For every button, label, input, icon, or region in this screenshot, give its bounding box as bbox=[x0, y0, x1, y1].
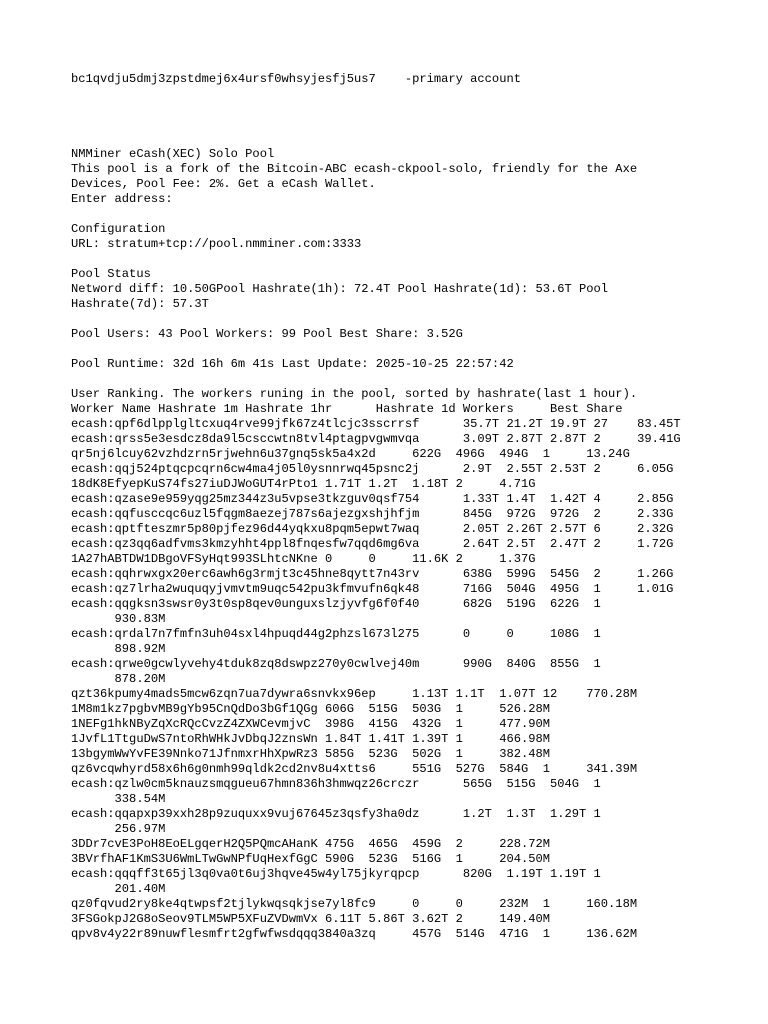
ranking-row: qr5nj6lcuy62vzhdzrn5rjwehn6u37gnq5sk5a4x2d 622G 496G 494G 1 13.24G bbox=[71, 447, 630, 461]
ranking-table bbox=[71, 417, 751, 942]
ranking-row: ecash:qzlw0cm5knauzsmqgueu67hmn836h3hmwqz26crczr 565G 515G 504G 1 338.54M bbox=[71, 777, 601, 806]
ranking-row: ecash:qrwe0gcwlyvehy4tduk8zq8dswpz270y0cwlvej40m 990G 840G 855G 1 878.20M bbox=[71, 657, 601, 686]
enter-address-label: Enter address: bbox=[71, 192, 173, 206]
ranking-row: ecash:qqfusccqc6uzl5fqgm8aezej787s6ajezgxshjhfjm 845G 972G 972G 2 2.33G bbox=[71, 507, 674, 521]
ranking-row: 3BVrfhAF1KmS3U6WmLTwGwNPfUqHexfGgC 590G 523G 516G 1 204.50M bbox=[71, 852, 550, 866]
ranking-row: ecash:qqj524ptqcpcqrn6cw4ma4j05l0ysnnrwq45psnc2j 2.9T 2.55T 2.53T 2 6.05G bbox=[71, 462, 674, 476]
ranking-row: ecash:qqgksn3swsr0y3t0sp8qev0unguxslzjyvfg6f0f40 682G 519G 622G 1 930.83M bbox=[71, 597, 601, 626]
ranking-row: ecash:qrss5e3esdcz8da9l5csccwtn8tvl4ptagpvgwmvqa 3.09T 2.87T 2.87T 2 39.41G bbox=[71, 432, 681, 446]
ranking-row: ecash:qzase9e959yqg25mz344z3u5vpse3tkzguv0qsf754 1.33T 1.4T 1.42T 4 2.85G bbox=[71, 492, 674, 506]
pool-users-line: Pool Users: 43 Pool Workers: 99 Pool Best Share: 3.52G bbox=[71, 327, 463, 341]
ranking-row: ecash:qptfteszmr5p80pjfez96d44yqkxu8pqm5epwt7waq 2.05T 2.26T 2.57T 6 2.32G bbox=[71, 522, 674, 536]
ranking-row: qz0fqvud2ry8ke4qtwpsf2tjlykwqsqkjse7yl8fc9 0 0 232M 1 160.18M bbox=[71, 897, 638, 911]
ranking-row: 1M8m1kz7pgbvMB9gYb95CnQdDo3bGf1QGg 606G 515G 503G 1 526.28M bbox=[71, 702, 550, 716]
document-page bbox=[71, 72, 751, 942]
ranking-row: qpv8v4y22r89nuwflesmfrt2gfwfwsdqqq3840a3zq 457G 514G 471G 1 136.62M bbox=[71, 927, 638, 941]
ranking-row: ecash:qz3qq6adfvms3kmzyhht4ppl8fnqesfw7qqd6mg6va 2.64T 2.5T 2.47T 2 1.72G bbox=[71, 537, 674, 551]
pool-description-line-2: Devices, Pool Fee: 2%. Get a eCash Wallet. bbox=[71, 177, 376, 191]
ranking-row: 1JvfL1TtguDwS7ntoRhWHkJvDbqJ2znsWn 1.84T 1.41T 1.39T 1 466.98M bbox=[71, 732, 550, 746]
pool-runtime-line: Pool Runtime: 32d 16h 6m 41s Last Update: 2025-10-25 22:57:42 bbox=[71, 357, 514, 371]
ranking-row: 13bgymWwYvFE39Nnko71JfnmxrHhXpwRz3 585G 523G 502G 1 382.48M bbox=[71, 747, 550, 761]
pool-status-line-1: Netword diff: 10.50GPool Hashrate(1h): 72.4T Pool Hashrate(1d): 53.6T Pool bbox=[71, 282, 609, 296]
pool-title: NMMiner eCash(XEC) Solo Pool bbox=[71, 147, 275, 161]
ranking-row: ecash:qrdal7n7fmfn3uh04sxl4hpuqd44g2phzsl673l275 0 0 108G 1 898.92M bbox=[71, 627, 601, 656]
pool-status-heading: Pool Status bbox=[71, 267, 151, 281]
ranking-row: qzt36kpumy4mads5mcw6zqn7ua7dywra6snvkx96ep 1.13T 1.1T 1.07T 12 770.28M bbox=[71, 687, 638, 701]
ranking-row: ecash:qqapxp39xxh28p9zuquxx9vuj67645z3qsfy3ha0dz 1.2T 1.3T 1.29T 1 256.97M bbox=[71, 807, 601, 836]
primary-address-line: bc1qvdju5dmj3zpstdmej6x4ursf0whsyjesfj5us7 -primary account bbox=[71, 72, 521, 86]
ranking-row: 1NEFg1hkNByZqXcRQcCvzZ4ZXWCevmjvC 398G 415G 432G 1 477.90M bbox=[71, 717, 550, 731]
ranking-row: 1A27hABTDW1DBgoVFSyHqt993SLhtcNKne 0 0 11.6K 2 1.37G bbox=[71, 552, 536, 566]
configuration-heading: Configuration bbox=[71, 222, 166, 236]
user-ranking-heading: User Ranking. The workers runing in the pool, sorted by hashrate(last 1 hour). bbox=[71, 387, 638, 401]
stratum-url: URL: stratum+tcp://pool.nmminer.com:3333 bbox=[71, 237, 362, 251]
ranking-column-headers: Worker Name Hashrate 1m Hashrate 1hr Hashrate 1d Workers Best Share bbox=[71, 402, 623, 416]
ranking-row: qz6vcqwhyrd58x6h6g0nmh99qldk2cd2nv8u4xtts6 551G 527G 584G 1 341.39M bbox=[71, 762, 638, 776]
ranking-row: 3FSGokpJ2G8oSeov9TLM5WP5XFuZVDwmVx 6.11T 5.86T 3.62T 2 149.40M bbox=[71, 912, 550, 926]
pool-status-line-2: Hashrate(7d): 57.3T bbox=[71, 297, 209, 311]
ranking-row: ecash:qz7lrha2wuquqyjvmvtm9uqc542pu3kfmvufn6qk48 716G 504G 495G 1 1.01G bbox=[71, 582, 674, 596]
ranking-row: ecash:qqhrwxgx20erc6awh6g3rmjt3c45hne8qytt7n43rv 638G 599G 545G 2 1.26G bbox=[71, 567, 674, 581]
ranking-row: ecash:qqqff3t65jl3q0va0t6uj3hqve45w4yl75jkyrqpcp 820G 1.19T 1.19T 1 201.40M bbox=[71, 867, 601, 896]
ranking-row: ecash:qpf6dlpplgltcxuq4rve99jfk67z4tlcjc3sscrrsf 35.7T 21.2T 19.9T 27 83.45T bbox=[71, 417, 681, 431]
ranking-row: 18dK8EfyepKuS74fs27iuDJWoGUT4rPto1 1.71T 1.2T 1.18T 2 4.71G bbox=[71, 477, 536, 491]
ranking-row: 3DDr7cvE3PoH8EoELgqerH2Q5PQmcAHanK 475G 465G 459G 2 228.72M bbox=[71, 837, 550, 851]
pool-description-line-1: This pool is a fork of the Bitcoin-ABC ecash-ckpool-solo, friendly for the Axe bbox=[71, 162, 638, 176]
